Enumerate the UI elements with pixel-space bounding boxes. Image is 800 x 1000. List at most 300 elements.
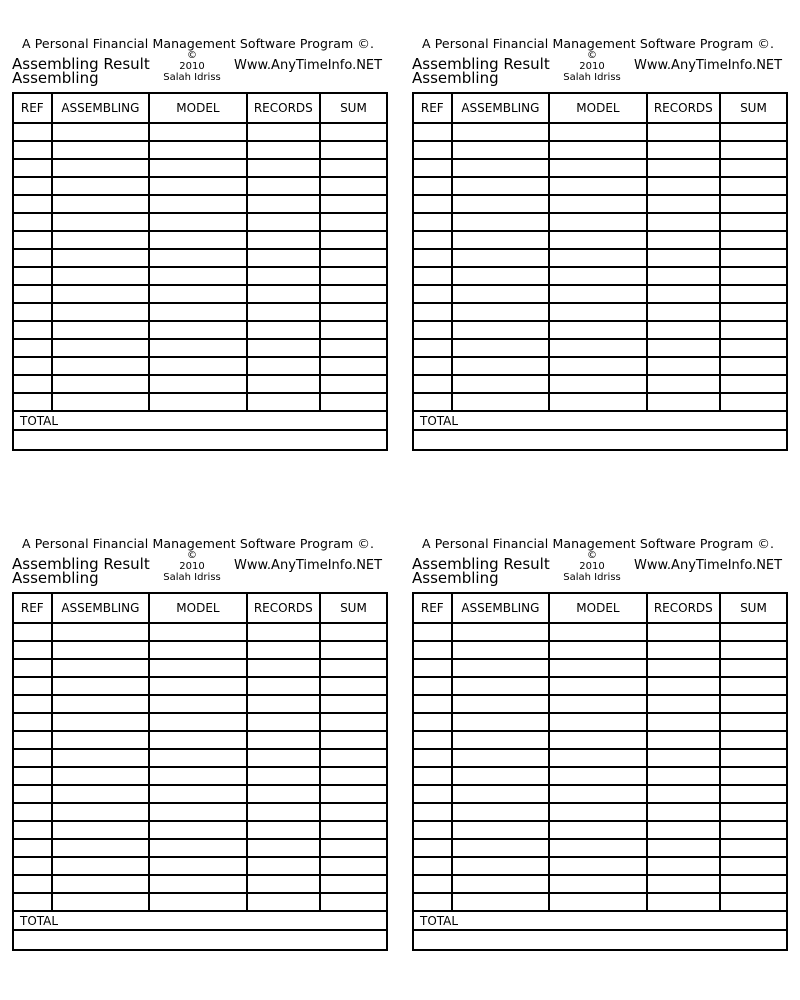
assembling-cell[interactable] — [452, 857, 550, 875]
total-value-cell[interactable] — [13, 930, 387, 950]
assembling-cell[interactable] — [52, 623, 150, 641]
sum-cell[interactable] — [720, 213, 787, 231]
model-cell[interactable] — [149, 249, 247, 267]
sum-cell[interactable] — [320, 695, 387, 713]
sum-cell[interactable] — [720, 393, 787, 411]
model-cell[interactable] — [549, 195, 647, 213]
assembling-cell[interactable] — [452, 303, 550, 321]
assembling-cell[interactable] — [52, 749, 150, 767]
records-cell[interactable] — [247, 731, 320, 749]
assembling-cell[interactable] — [452, 695, 550, 713]
assembling-cell[interactable] — [452, 249, 550, 267]
ref-cell[interactable] — [13, 677, 52, 695]
records-cell[interactable] — [247, 623, 320, 641]
assembling-cell[interactable] — [52, 875, 150, 893]
ref-cell[interactable] — [13, 123, 52, 141]
records-cell[interactable] — [647, 749, 720, 767]
sum-cell[interactable] — [720, 857, 787, 875]
sum-cell[interactable] — [320, 839, 387, 857]
ref-cell[interactable] — [413, 123, 452, 141]
sum-cell[interactable] — [720, 339, 787, 357]
model-cell[interactable] — [149, 267, 247, 285]
assembling-cell[interactable] — [52, 839, 150, 857]
ref-cell[interactable] — [13, 321, 52, 339]
sum-cell[interactable] — [320, 249, 387, 267]
assembling-cell[interactable] — [452, 749, 550, 767]
sum-cell[interactable] — [320, 893, 387, 911]
ref-cell[interactable] — [13, 659, 52, 677]
assembling-cell[interactable] — [52, 375, 150, 393]
assembling-cell[interactable] — [452, 677, 550, 695]
sum-cell[interactable] — [320, 267, 387, 285]
model-cell[interactable] — [549, 767, 647, 785]
model-cell[interactable] — [549, 695, 647, 713]
ref-cell[interactable] — [413, 213, 452, 231]
sum-cell[interactable] — [320, 749, 387, 767]
ref-cell[interactable] — [13, 177, 52, 195]
assembling-cell[interactable] — [452, 713, 550, 731]
sum-cell[interactable] — [320, 231, 387, 249]
assembling-cell[interactable] — [52, 357, 150, 375]
model-cell[interactable] — [149, 641, 247, 659]
total-value-cell[interactable] — [413, 430, 787, 450]
ref-cell[interactable] — [413, 857, 452, 875]
assembling-cell[interactable] — [52, 321, 150, 339]
model-cell[interactable] — [149, 123, 247, 141]
records-cell[interactable] — [247, 857, 320, 875]
sum-cell[interactable] — [320, 321, 387, 339]
model-cell[interactable] — [149, 195, 247, 213]
records-cell[interactable] — [247, 339, 320, 357]
sum-cell[interactable] — [320, 659, 387, 677]
sum-cell[interactable] — [320, 623, 387, 641]
assembling-cell[interactable] — [52, 159, 150, 177]
records-cell[interactable] — [647, 393, 720, 411]
model-cell[interactable] — [149, 231, 247, 249]
assembling-cell[interactable] — [452, 393, 550, 411]
sum-cell[interactable] — [720, 749, 787, 767]
model-cell[interactable] — [549, 213, 647, 231]
assembling-cell[interactable] — [52, 285, 150, 303]
model-cell[interactable] — [149, 177, 247, 195]
sum-cell[interactable] — [320, 141, 387, 159]
ref-cell[interactable] — [13, 267, 52, 285]
sum-cell[interactable] — [720, 821, 787, 839]
ref-cell[interactable] — [413, 893, 452, 911]
assembling-cell[interactable] — [52, 857, 150, 875]
ref-cell[interactable] — [13, 159, 52, 177]
model-cell[interactable] — [549, 803, 647, 821]
records-cell[interactable] — [247, 803, 320, 821]
assembling-cell[interactable] — [452, 357, 550, 375]
assembling-cell[interactable] — [452, 659, 550, 677]
assembling-cell[interactable] — [52, 141, 150, 159]
model-cell[interactable] — [549, 839, 647, 857]
model-cell[interactable] — [549, 357, 647, 375]
sum-cell[interactable] — [720, 357, 787, 375]
assembling-cell[interactable] — [52, 123, 150, 141]
ref-cell[interactable] — [13, 821, 52, 839]
model-cell[interactable] — [549, 123, 647, 141]
ref-cell[interactable] — [13, 213, 52, 231]
model-cell[interactable] — [549, 141, 647, 159]
sum-cell[interactable] — [720, 875, 787, 893]
model-cell[interactable] — [149, 677, 247, 695]
assembling-cell[interactable] — [452, 123, 550, 141]
ref-cell[interactable] — [13, 731, 52, 749]
assembling-cell[interactable] — [452, 321, 550, 339]
records-cell[interactable] — [647, 857, 720, 875]
model-cell[interactable] — [549, 713, 647, 731]
records-cell[interactable] — [247, 141, 320, 159]
model-cell[interactable] — [549, 231, 647, 249]
assembling-cell[interactable] — [52, 785, 150, 803]
assembling-cell[interactable] — [452, 875, 550, 893]
total-value-cell[interactable] — [13, 430, 387, 450]
ref-cell[interactable] — [413, 875, 452, 893]
ref-cell[interactable] — [13, 393, 52, 411]
records-cell[interactable] — [247, 677, 320, 695]
records-cell[interactable] — [647, 641, 720, 659]
records-cell[interactable] — [247, 767, 320, 785]
ref-cell[interactable] — [13, 375, 52, 393]
assembling-cell[interactable] — [52, 767, 150, 785]
model-cell[interactable] — [549, 857, 647, 875]
records-cell[interactable] — [647, 141, 720, 159]
model-cell[interactable] — [149, 339, 247, 357]
total-value-cell[interactable] — [413, 930, 787, 950]
model-cell[interactable] — [149, 839, 247, 857]
model-cell[interactable] — [149, 321, 247, 339]
assembling-cell[interactable] — [52, 731, 150, 749]
sum-cell[interactable] — [720, 767, 787, 785]
sum-cell[interactable] — [720, 231, 787, 249]
model-cell[interactable] — [149, 357, 247, 375]
assembling-cell[interactable] — [52, 677, 150, 695]
ref-cell[interactable] — [413, 249, 452, 267]
sum-cell[interactable] — [720, 623, 787, 641]
model-cell[interactable] — [149, 875, 247, 893]
ref-cell[interactable] — [13, 839, 52, 857]
records-cell[interactable] — [247, 695, 320, 713]
model-cell[interactable] — [149, 713, 247, 731]
records-cell[interactable] — [247, 321, 320, 339]
ref-cell[interactable] — [413, 393, 452, 411]
sum-cell[interactable] — [720, 249, 787, 267]
model-cell[interactable] — [149, 821, 247, 839]
ref-cell[interactable] — [413, 677, 452, 695]
ref-cell[interactable] — [413, 839, 452, 857]
ref-cell[interactable] — [413, 713, 452, 731]
model-cell[interactable] — [549, 821, 647, 839]
sum-cell[interactable] — [320, 767, 387, 785]
records-cell[interactable] — [647, 303, 720, 321]
sum-cell[interactable] — [320, 339, 387, 357]
model-cell[interactable] — [149, 731, 247, 749]
records-cell[interactable] — [247, 821, 320, 839]
assembling-cell[interactable] — [452, 339, 550, 357]
ref-cell[interactable] — [413, 641, 452, 659]
assembling-cell[interactable] — [452, 159, 550, 177]
model-cell[interactable] — [149, 767, 247, 785]
sum-cell[interactable] — [720, 659, 787, 677]
records-cell[interactable] — [647, 231, 720, 249]
model-cell[interactable] — [549, 659, 647, 677]
records-cell[interactable] — [247, 231, 320, 249]
records-cell[interactable] — [247, 713, 320, 731]
records-cell[interactable] — [647, 177, 720, 195]
ref-cell[interactable] — [413, 321, 452, 339]
records-cell[interactable] — [647, 195, 720, 213]
records-cell[interactable] — [247, 839, 320, 857]
sum-cell[interactable] — [320, 731, 387, 749]
sum-cell[interactable] — [320, 123, 387, 141]
ref-cell[interactable] — [13, 303, 52, 321]
model-cell[interactable] — [549, 677, 647, 695]
sum-cell[interactable] — [320, 177, 387, 195]
model-cell[interactable] — [549, 731, 647, 749]
ref-cell[interactable] — [413, 177, 452, 195]
ref-cell[interactable] — [13, 893, 52, 911]
sum-cell[interactable] — [320, 677, 387, 695]
assembling-cell[interactable] — [52, 177, 150, 195]
assembling-cell[interactable] — [452, 641, 550, 659]
sum-cell[interactable] — [720, 839, 787, 857]
ref-cell[interactable] — [413, 267, 452, 285]
model-cell[interactable] — [149, 159, 247, 177]
sum-cell[interactable] — [320, 285, 387, 303]
assembling-cell[interactable] — [52, 695, 150, 713]
sum-cell[interactable] — [720, 677, 787, 695]
records-cell[interactable] — [247, 749, 320, 767]
sum-cell[interactable] — [320, 303, 387, 321]
model-cell[interactable] — [149, 213, 247, 231]
records-cell[interactable] — [247, 875, 320, 893]
model-cell[interactable] — [149, 785, 247, 803]
sum-cell[interactable] — [720, 375, 787, 393]
sum-cell[interactable] — [720, 303, 787, 321]
ref-cell[interactable] — [13, 767, 52, 785]
ref-cell[interactable] — [13, 857, 52, 875]
model-cell[interactable] — [149, 749, 247, 767]
model-cell[interactable] — [549, 749, 647, 767]
records-cell[interactable] — [647, 123, 720, 141]
ref-cell[interactable] — [13, 695, 52, 713]
model-cell[interactable] — [549, 159, 647, 177]
sum-cell[interactable] — [720, 803, 787, 821]
records-cell[interactable] — [647, 839, 720, 857]
records-cell[interactable] — [247, 357, 320, 375]
model-cell[interactable] — [149, 893, 247, 911]
ref-cell[interactable] — [413, 767, 452, 785]
records-cell[interactable] — [247, 659, 320, 677]
records-cell[interactable] — [247, 785, 320, 803]
ref-cell[interactable] — [13, 249, 52, 267]
sum-cell[interactable] — [720, 731, 787, 749]
sum-cell[interactable] — [720, 321, 787, 339]
records-cell[interactable] — [247, 375, 320, 393]
records-cell[interactable] — [247, 285, 320, 303]
sum-cell[interactable] — [720, 159, 787, 177]
sum-cell[interactable] — [320, 393, 387, 411]
records-cell[interactable] — [647, 321, 720, 339]
model-cell[interactable] — [549, 623, 647, 641]
ref-cell[interactable] — [413, 375, 452, 393]
assembling-cell[interactable] — [452, 267, 550, 285]
model-cell[interactable] — [549, 285, 647, 303]
records-cell[interactable] — [247, 393, 320, 411]
ref-cell[interactable] — [13, 713, 52, 731]
sum-cell[interactable] — [720, 195, 787, 213]
records-cell[interactable] — [247, 213, 320, 231]
assembling-cell[interactable] — [452, 285, 550, 303]
ref-cell[interactable] — [13, 357, 52, 375]
records-cell[interactable] — [247, 249, 320, 267]
ref-cell[interactable] — [413, 803, 452, 821]
records-cell[interactable] — [647, 785, 720, 803]
model-cell[interactable] — [549, 267, 647, 285]
ref-cell[interactable] — [413, 821, 452, 839]
records-cell[interactable] — [647, 357, 720, 375]
model-cell[interactable] — [549, 249, 647, 267]
ref-cell[interactable] — [413, 695, 452, 713]
assembling-cell[interactable] — [452, 177, 550, 195]
model-cell[interactable] — [149, 659, 247, 677]
sum-cell[interactable] — [720, 177, 787, 195]
records-cell[interactable] — [647, 375, 720, 393]
model-cell[interactable] — [549, 875, 647, 893]
model-cell[interactable] — [549, 303, 647, 321]
ref-cell[interactable] — [413, 231, 452, 249]
assembling-cell[interactable] — [52, 803, 150, 821]
ref-cell[interactable] — [13, 195, 52, 213]
model-cell[interactable] — [549, 785, 647, 803]
assembling-cell[interactable] — [452, 375, 550, 393]
assembling-cell[interactable] — [52, 659, 150, 677]
assembling-cell[interactable] — [452, 803, 550, 821]
assembling-cell[interactable] — [452, 821, 550, 839]
ref-cell[interactable] — [13, 803, 52, 821]
ref-cell[interactable] — [13, 785, 52, 803]
assembling-cell[interactable] — [452, 785, 550, 803]
sum-cell[interactable] — [720, 893, 787, 911]
records-cell[interactable] — [247, 893, 320, 911]
sum-cell[interactable] — [720, 785, 787, 803]
records-cell[interactable] — [247, 159, 320, 177]
assembling-cell[interactable] — [52, 195, 150, 213]
records-cell[interactable] — [647, 623, 720, 641]
sum-cell[interactable] — [320, 785, 387, 803]
records-cell[interactable] — [247, 195, 320, 213]
records-cell[interactable] — [647, 875, 720, 893]
model-cell[interactable] — [149, 803, 247, 821]
sum-cell[interactable] — [320, 713, 387, 731]
records-cell[interactable] — [647, 159, 720, 177]
records-cell[interactable] — [647, 213, 720, 231]
model-cell[interactable] — [149, 303, 247, 321]
model-cell[interactable] — [149, 393, 247, 411]
ref-cell[interactable] — [13, 875, 52, 893]
assembling-cell[interactable] — [452, 731, 550, 749]
records-cell[interactable] — [647, 677, 720, 695]
sum-cell[interactable] — [720, 141, 787, 159]
records-cell[interactable] — [647, 285, 720, 303]
model-cell[interactable] — [149, 285, 247, 303]
sum-cell[interactable] — [720, 641, 787, 659]
sum-cell[interactable] — [320, 357, 387, 375]
records-cell[interactable] — [647, 267, 720, 285]
ref-cell[interactable] — [13, 285, 52, 303]
records-cell[interactable] — [647, 803, 720, 821]
assembling-cell[interactable] — [452, 839, 550, 857]
ref-cell[interactable] — [413, 357, 452, 375]
assembling-cell[interactable] — [52, 303, 150, 321]
ref-cell[interactable] — [13, 641, 52, 659]
sum-cell[interactable] — [720, 285, 787, 303]
sum-cell[interactable] — [320, 803, 387, 821]
model-cell[interactable] — [549, 893, 647, 911]
assembling-cell[interactable] — [52, 213, 150, 231]
model-cell[interactable] — [549, 321, 647, 339]
assembling-cell[interactable] — [52, 267, 150, 285]
model-cell[interactable] — [549, 641, 647, 659]
ref-cell[interactable] — [413, 303, 452, 321]
model-cell[interactable] — [149, 695, 247, 713]
ref-cell[interactable] — [13, 231, 52, 249]
ref-cell[interactable] — [413, 659, 452, 677]
ref-cell[interactable] — [13, 623, 52, 641]
sum-cell[interactable] — [720, 123, 787, 141]
assembling-cell[interactable] — [52, 231, 150, 249]
model-cell[interactable] — [549, 339, 647, 357]
model-cell[interactable] — [549, 375, 647, 393]
records-cell[interactable] — [647, 339, 720, 357]
sum-cell[interactable] — [320, 159, 387, 177]
assembling-cell[interactable] — [52, 641, 150, 659]
model-cell[interactable] — [149, 141, 247, 159]
records-cell[interactable] — [647, 659, 720, 677]
assembling-cell[interactable] — [52, 821, 150, 839]
model-cell[interactable] — [549, 177, 647, 195]
records-cell[interactable] — [647, 249, 720, 267]
sum-cell[interactable] — [320, 195, 387, 213]
sum-cell[interactable] — [720, 267, 787, 285]
assembling-cell[interactable] — [452, 767, 550, 785]
ref-cell[interactable] — [413, 785, 452, 803]
assembling-cell[interactable] — [52, 339, 150, 357]
ref-cell[interactable] — [413, 141, 452, 159]
records-cell[interactable] — [647, 893, 720, 911]
assembling-cell[interactable] — [452, 893, 550, 911]
ref-cell[interactable] — [413, 749, 452, 767]
assembling-cell[interactable] — [52, 249, 150, 267]
records-cell[interactable] — [247, 303, 320, 321]
records-cell[interactable] — [647, 695, 720, 713]
assembling-cell[interactable] — [52, 713, 150, 731]
records-cell[interactable] — [647, 731, 720, 749]
model-cell[interactable] — [149, 375, 247, 393]
records-cell[interactable] — [247, 123, 320, 141]
ref-cell[interactable] — [413, 339, 452, 357]
sum-cell[interactable] — [320, 857, 387, 875]
assembling-cell[interactable] — [452, 195, 550, 213]
ref-cell[interactable] — [413, 195, 452, 213]
sum-cell[interactable] — [320, 641, 387, 659]
sum-cell[interactable] — [320, 213, 387, 231]
model-cell[interactable] — [149, 857, 247, 875]
ref-cell[interactable] — [13, 141, 52, 159]
records-cell[interactable] — [247, 267, 320, 285]
